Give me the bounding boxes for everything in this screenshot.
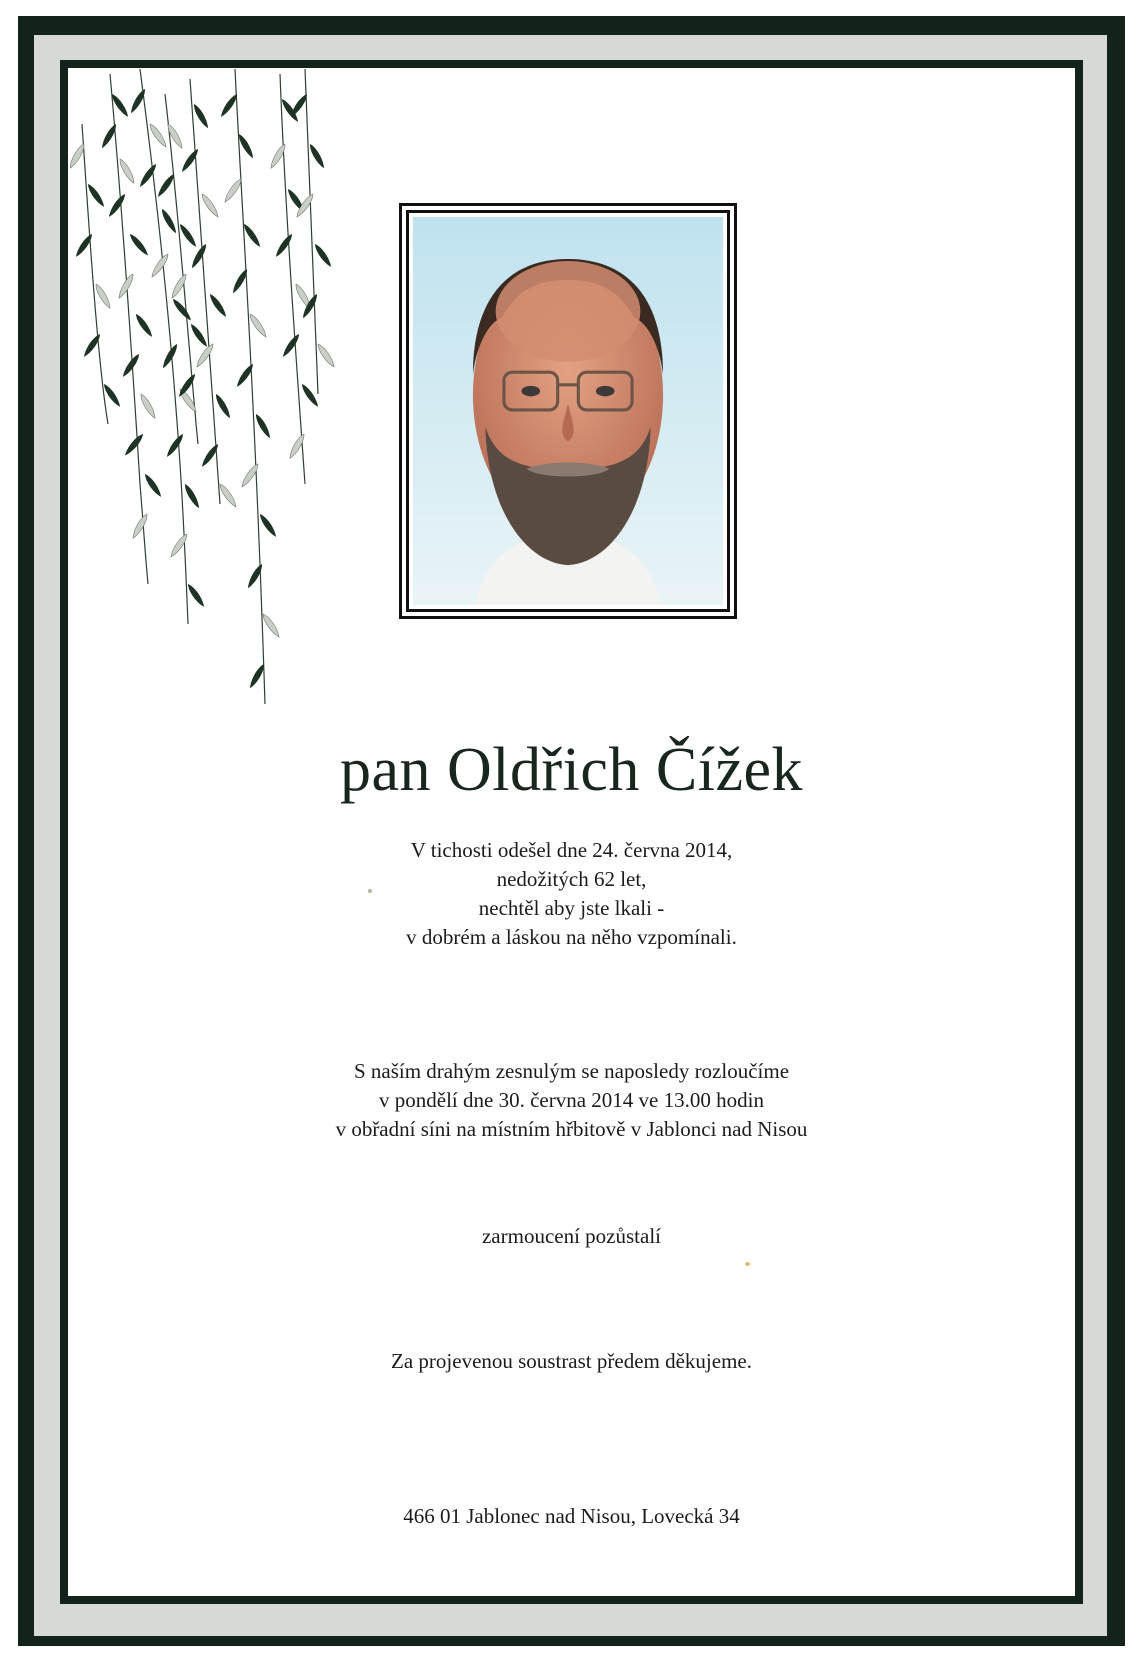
announcement-line: v dobrém a láskou na něho vzpomínali.: [406, 925, 737, 949]
announcement-line: nedožitých 62 let,: [496, 867, 647, 891]
portrait-frame: [399, 203, 737, 619]
portrait-photo: [413, 217, 723, 605]
ceremony-line: v pondělí dne 30. června 2014 ve 13.00 hodin: [379, 1088, 764, 1112]
ceremony-text: [0, 1057, 1143, 1144]
ceremony-line: S naším drahým zesnulým se naposledy rozloučíme: [353, 1059, 790, 1083]
ceremony-line: v obřadní síni na místním hřbitově v Jablonci nad Nisou: [335, 1117, 808, 1141]
address-text: 466 01 Jablonec nad Nisou, Lovecká 34: [403, 1504, 740, 1528]
deceased-name: pan Oldřich Čížek: [339, 736, 804, 804]
scan-speck: [368, 889, 372, 893]
thanks-text: Za projevenou soustrast předem děkujeme.: [391, 1349, 752, 1373]
willow-branches-illustration: [70, 64, 370, 724]
mourners-text: zarmoucení pozůstalí: [481, 1224, 661, 1248]
announcement-text: [0, 836, 1143, 952]
scan-speck: [745, 1262, 750, 1266]
announcement-line: V tichosti odešel dne 24. června 2014,: [410, 838, 733, 862]
announcement-line: nechtěl aby jste lkali -: [478, 896, 665, 920]
